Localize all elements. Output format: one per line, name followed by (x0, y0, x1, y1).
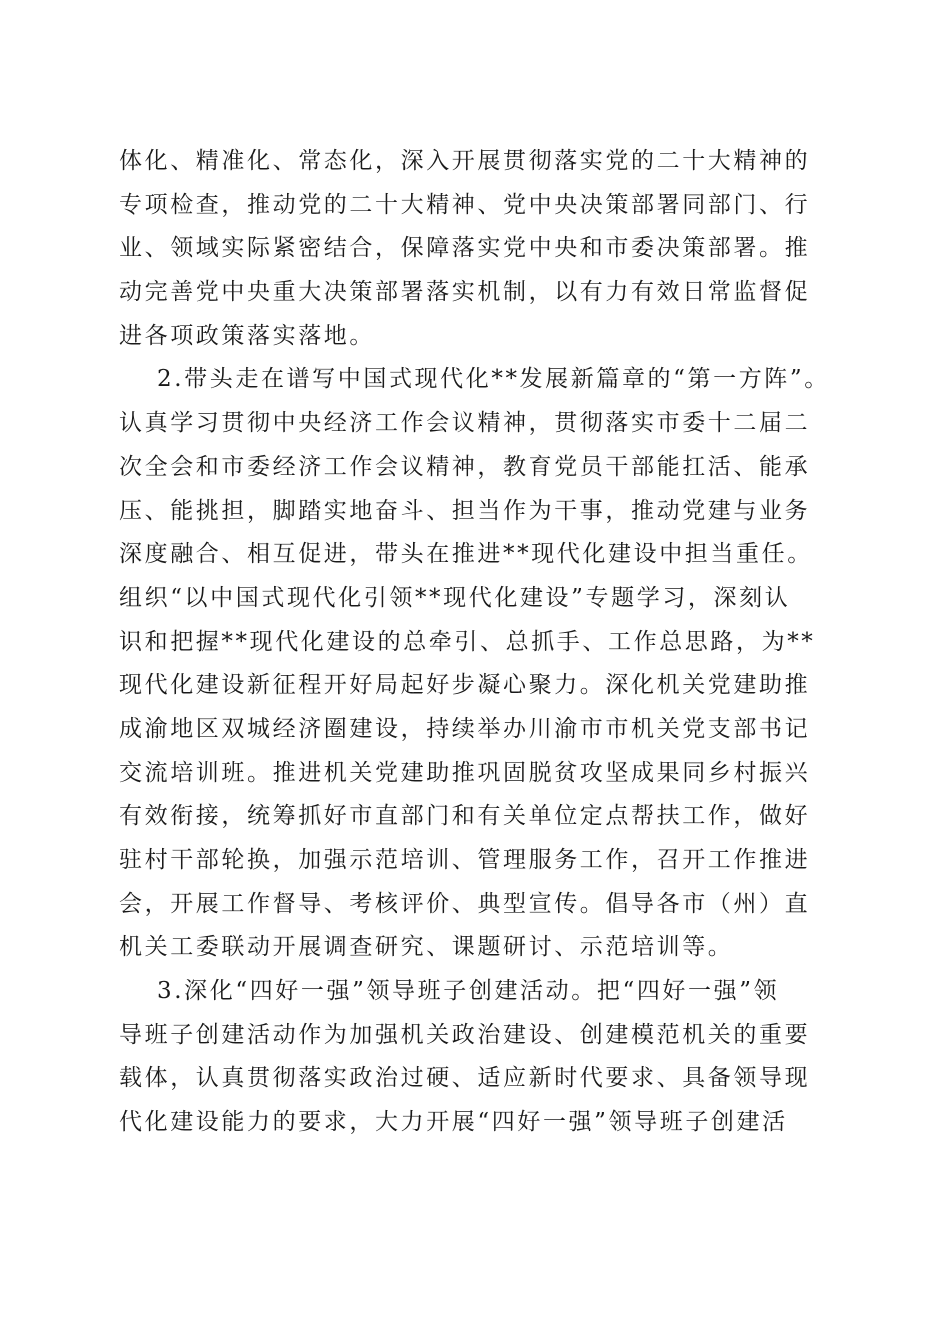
paragraph-3 (119, 970, 839, 1145)
text-line: 业、领域实际紧密结合，保障落实党中央和市委决策部署。推 (119, 235, 811, 262)
paragraph-2 (119, 358, 839, 970)
text-line: 代化建设能力的要求，大力开展“四好一强”领导班子创建活 (119, 1109, 788, 1136)
text-line: 识和把握**现代化建设的总牵引、总抓手、工作总思路，为** (119, 628, 816, 655)
text-line: 动完善党中央重大决策部署落实机制，以有力有效日常监督促 (119, 279, 811, 306)
document-body (119, 140, 839, 1145)
paragraph-heading-line: 3.深化“四好一强”领导班子创建活动。把“四好一强”领 (157, 978, 780, 1005)
text-line: 次全会和市委经济工作会议精神，教育党员干部能扛活、能承 (119, 453, 811, 480)
text-line: 体化、精准化、常态化，深入开展贯彻落实党的二十大精神的 (119, 148, 811, 174)
text-line: 深度融合、相互促进，带头在推进**现代化建设中担当重任。 (119, 541, 813, 568)
text-line: 组织“以中国式现代化引领**现代化建设”专题学习，深刻认 (119, 584, 791, 611)
paragraph-heading-line: 2.带头走在谱写中国式现代化**发展新篇章的“第一方阵”。 (157, 366, 830, 393)
text-line: 现代化建设新征程开好局起好步凝心聚力。深化机关党建助推 (119, 672, 811, 699)
text-line: 成渝地区双城经济圈建设，持续举办川渝市市机关党支部书记 (119, 715, 811, 742)
paragraph-1 (119, 140, 839, 358)
text-line: 专项检查，推动党的二十大精神、党中央决策部署同部门、行 (119, 191, 811, 218)
text-line: 认真学习贯彻中央经济工作会议精神，贯彻落实市委十二届二 (119, 410, 811, 437)
text-line: 压、能挑担，脚踏实地奋斗、担当作为干事，推动党建与业务 (119, 497, 811, 524)
text-line: 交流培训班。推进机关党建助推巩固脱贫攻坚成果同乡村振兴 (119, 759, 811, 786)
text-line: 有效衔接，统筹抓好市直部门和有关单位定点帮扶工作，做好 (119, 803, 811, 830)
text-line: 进各项政策落实落地。 (119, 322, 375, 349)
text-line: 驻村干部轮换，加强示范培训、管理服务工作，召开工作推进 (119, 847, 811, 873)
text-line: 会，开展工作督导、考核评价、典型宣传。倡导各市（州）直 (119, 890, 811, 917)
text-line: 机关工委联动开展调查研究、课题研讨、示范培训等。 (119, 934, 734, 961)
text-line: 导班子创建活动作为加强机关政治建设、创建模范机关的重要 (119, 1021, 811, 1048)
text-line: 载体，认真贯彻落实政治过硬、适应新时代要求、具备领导现 (119, 1065, 811, 1092)
